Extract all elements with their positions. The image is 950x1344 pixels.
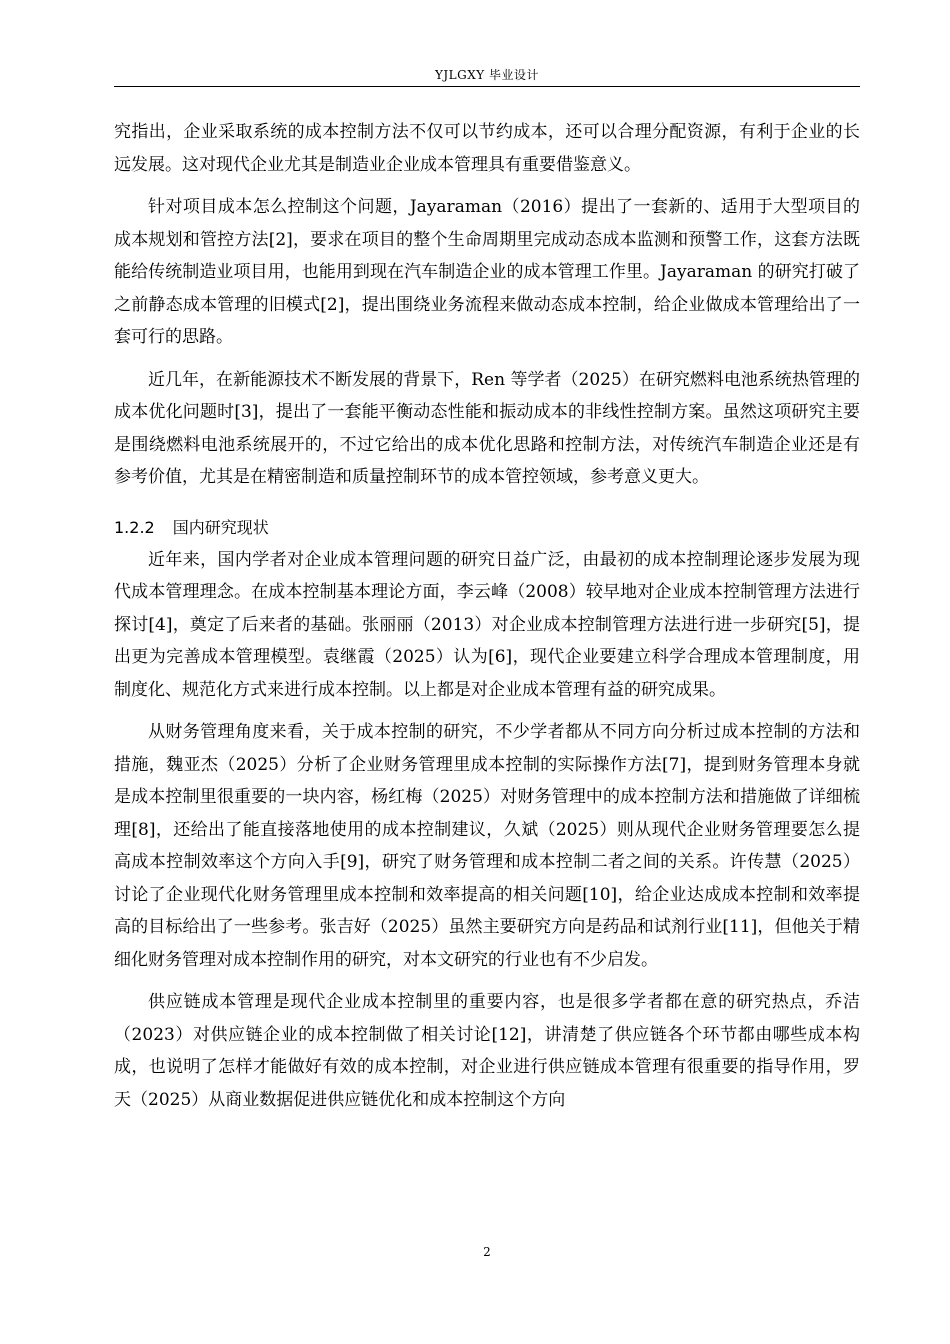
page-header: YJLGXY 毕业设计 — [434, 68, 540, 82]
section-title: 国内研究现状 — [172, 517, 269, 537]
page-number: 2 — [483, 1245, 491, 1259]
paragraph-5: 从财务管理角度来看，关于成本控制的研究，不少学者都从不同方向分析过成本控制的方法和措施，魏亚杰（2025）分析了企业财务管理里成本控制的实际操作方法[7]，提到财务管理本身就是成本控制里很重要的一块内容，杨红梅（2025）对财务管理中的成本控制方法和措施做了详细梳理[8]，还给出了能直接落地使用的成本控制建议，久斌（2025）则从现代企业财务管理要怎么提高成本控制效率这个方向入手[9]，研究了财务管理和成本控制二者之间的关系。许传慧（2025）讨论了企业现代化财务管理里成本控制和效率提高的相关问题[10]，给企业达成成本控制和效率提高的目标给出了一些参考。张吉好（2025）虽然主要研究方向是药品和试剂行业[11]，但他关于精细化财务管理对成本控制作用的研究，对本文研究的行业也有不少启发。 — [114, 722, 860, 970]
section-number: 1.2.2 — [114, 517, 155, 537]
section-heading — [114, 512, 860, 544]
header-rule — [114, 86, 860, 87]
paragraph-6: 供应链成本管理是现代企业成本控制里的重要内容，也是很多学者都在意的研究热点，乔洁（2023）对供应链企业的成本控制做了相关讨论[12]，讲清楚了供应链各个环节都由哪些成本构成，也说明了怎样才能做好有效的成本控制，对企业进行供应链成本管理有很重要的指导作用，罗天（2025）从商业数据促进供应链优化和成本控制这个方向 — [114, 992, 860, 1110]
paragraph-1: 究指出，企业采取系统的成本控制方法不仅可以节约成本，还可以合理分配资源，有利于企业的长远发展。这对现代企业尤其是制造业企业成本管理具有重要借鉴意义。 — [114, 122, 860, 175]
body-text — [114, 116, 860, 1126]
paragraph-2: 针对项目成本怎么控制这个问题，Jayaraman（2016）提出了一套新的、适用于大型项目的成本规划和管控方法[2]，要求在项目的整个生命周期里完成动态成本监测和预警工作，这套方法既能给传统制造业项目用，也能用到现在汽车制造企业的成本管理工作里。Jayaraman 的研究打破了之前静态成本管理的旧模式[2]，提出围绕业务流程来做动态成本控制，给企业做成本管理给出了一套可行的思路。 — [114, 197, 860, 347]
paragraph-3: 近几年，在新能源技术不断发展的背景下，Ren 等学者（2025）在研究燃料电池系统热管理的成本优化问题时[3]，提出了一套能平衡动态性能和振动成本的非线性控制方案。虽然这项研究主要是围绕燃料电池系统展开的，不过它给出的成本优化思路和控制方法，对传统汽车制造企业还是有参考价值，尤其是在精密制造和质量控制环节的成本管控领域，参考意义更大。 — [114, 369, 860, 487]
paragraph-4: 近年来，国内学者对企业成本管理问题的研究日益广泛，由最初的成本控制理论逐步发展为现代成本管理理念。在成本控制基本理论方面，李云峰（2008）较早地对企业成本控制管理方法进行探讨[4]，奠定了后来者的基础。张丽丽（2013）对企业成本控制管理方法进行进一步研究[5]，提出更为完善成本管理模型。袁继霞（2025）认为[6]，现代企业要建立科学合理成本管理制度，用制度化、规范化方式来进行成本控制。以上都是对企业成本管理有益的研究成果。 — [114, 549, 860, 700]
